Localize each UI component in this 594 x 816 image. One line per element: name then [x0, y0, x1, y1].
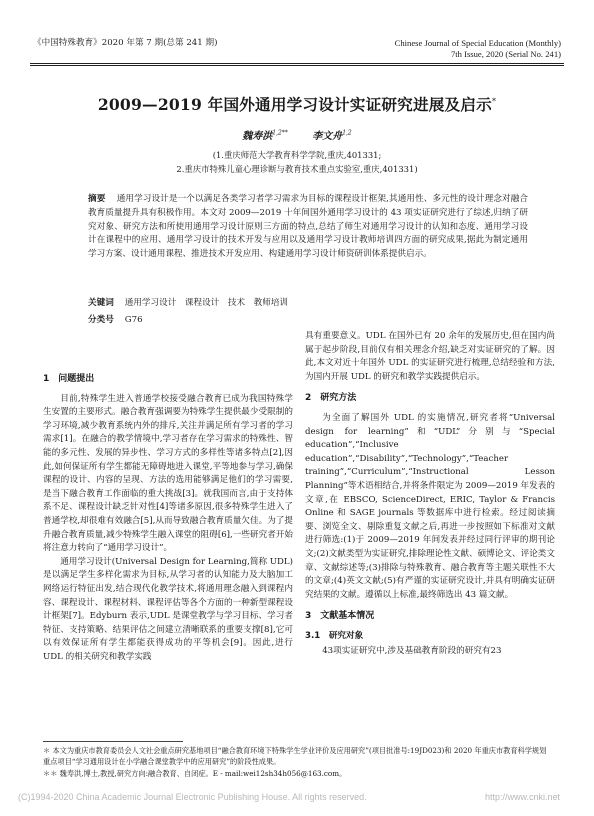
right-column [305, 330, 555, 659]
paragraph-intro-1: 目前,特殊学生进入普通学校接受融合教育已成为我国特殊学生安置的主要形式。融合教育强调要为特殊学生提供最少受限制的学习环境,减少教育系统内外的排斥,关注并满足所有学习者的学习需求[1]。在融合的教学情境中,学习者存在学习需求的特殊性、智能的多元性、发展的异步性、学习方式的多样性等诸多特点[2],因此,如何保证所有学生都能无障碍地进入课堂,平等地参与学习,确保课程的设计、内容的呈现、方法的选用能够满足他们的学习需要,是当下融合教育工作面临的重大挑战[3]。就我国而言,由于支持体系不足、课程设计缺乏针对性[4]等诸多原因,很多特殊学生进入了普通学校,却很难有效融合[5],从而导致融合教育质量欠佳。为了提升融合教育质量,减少特殊学生融入课堂的阻碍[6],一些研究者开始将注意力转向了“通用学习设计”。 [43, 393, 293, 554]
journal-header-left: 《中国特殊教育》2020 年第 7 期(总第 241 期) [33, 38, 218, 48]
affiliation-2: 2.重庆市特殊儿童心理诊断与教育技术重点实验室,重庆,401331) [176, 164, 418, 174]
footnote-author: ＊＊ 魏寿洪,博士,教授,研究方向:融合教育、自闭症。E - mail:wei12sh34h056@163.com。 [43, 769, 347, 778]
left-column [43, 371, 293, 664]
header-rule-bottom [30, 65, 564, 66]
keywords [88, 296, 288, 308]
cnki-link[interactable]: http://www.cnki.net [485, 792, 561, 802]
classification-text: G76 [124, 315, 143, 325]
section-2-heading: 2 研究方法 [305, 393, 357, 404]
author-1-sup: 1,2** [272, 129, 288, 137]
subsection-3-1-heading: 3.1 研究对象 [305, 630, 364, 641]
keywords-label: 关键词 [88, 298, 114, 308]
paragraph-intro-continued: 具有重要意义。UDL 在国外已有 20 余年的发展历史,但在国内尚属于起步阶段,目前仅有相关理念介绍,缺乏对实证研究的了解。因此,本文对近十年国外 UDL 的实证研究进行梳理,总结经验和方法,为国内开展 UDL 的研究和教学实践提供启示。 [305, 331, 555, 382]
classification-label: 分类号 [88, 315, 114, 325]
paragraph-intro-2: 通用学习设计(Universal Design for Learning,简称 UDL)是以满足学生多样化需求为目标,从学习者的认知能力及大脑加工网络运行特征出发,结合现代化教学技术,将通用理念融入到课程内容、课程设计、课程材料、课程评估等各个方面的一种新型课程设计框架[7]。Edyburn 表示,UDL 是课堂教学与学习目标、学习者特征、支持策略、结果评估之间建立清晰联系的重要支撑[8],它可以有效保证所有学生都能获得成功的平等机会[9]。因此,进行 UDL 的相关研究和教学实践 [43, 556, 293, 662]
journal-header-right [395, 38, 561, 60]
keywords-text: 通用学习设计 课程设计 技术 教师培训 [124, 298, 289, 308]
paper-title [30, 93, 564, 115]
author-2: 李文舟 [312, 131, 343, 142]
paper-title-text: 2009—2019 年国外通用学习设计实证研究进展及启示 [97, 95, 492, 114]
footnote-rule [43, 741, 183, 742]
affiliation-1: (1.重庆师范大学教育科学学院,重庆,401331; [212, 150, 382, 160]
author-2-sup: 1,2 [342, 129, 352, 137]
section-1-heading: 1 问题提出 [43, 374, 95, 384]
abstract-text: 通用学习设计是一个以满足各类学习者学习需求为目标的课程设计框架,其通用性、多元性的设计理念对融合教育质量提升具有积极作用。本文对 2009—2019 十年间国外通用学习设计的 43 项实证研究进行了综述,归纳了研究对象、研究方法和所使用通用学习设计原则三方面的特点,总结了师生对通用学习设计的认知和态度、通用学习设计在课程中的应用、通用学习设计的技术开发与应用以及通用学习设计教师培训四方面的研究成果,据此为制定通用学习方案、设计通用课程、推进技术开发应用、构建通用学习设计师资研训体系提供启示。 [88, 194, 528, 260]
copyright-watermark: (C)1994-2020 China Academic Journal Electronic Publishing House. All rights reserved. [18, 792, 367, 802]
section-3-heading: 3 文献基本情况 [305, 611, 375, 622]
author-line [0, 127, 594, 142]
abstract-label: 摘要 [88, 194, 106, 204]
abstract [88, 193, 528, 262]
paragraph-method: 为全面了解国外 UDL 的实施情况,研究者将“Universal design for learning”和“UDL”分别与“Special education”,“Inclusive education”,“Disability”,“Technology”,“Teacher training”,“Curriculum”,“Instructional Lesson Planning”等术语相结合,并将条件限定为 2009—2019 年发表的文章,在 EBSCO, ScienceDirect, ERIC, Taylor & Francis Online 和 SAGE journals 等数据库中进行检索。经过阅读摘要、浏览全文、剔除重复文献之后,再进一步按照如下标准对文献进行筛选:(1)于 2009—2019 年间发表并经过同行评审的期刊论文;(2)文献类型为实证研究,排除理论性文献、硕博论文、评论类文章、文献综述等;(3)排除与特殊教育、融合教育等主题关联性不大的文章;(4)英文文献;(5)有严谨的实证研究设计,并具有明确实证研究结果的文献。遵循以上标准,最终筛选出 43 篇文献。 [305, 412, 555, 600]
header-rule-top [30, 63, 564, 64]
journal-header-right-line2: 7th Issue, 2020 (Serial No. 241) [450, 49, 561, 59]
classification [88, 313, 143, 325]
paragraph-3-1: 43项实证研究中,涉及基础教育阶段的研究有23 [322, 646, 502, 657]
footnote-funding: ＊ 本文为重庆市教育委员会人文社会重点研究基地项目“融合教育环境下特殊学生学业评价及应用研究”(项目批准号:19JD023)和 2020 年重庆市教育科学规划重点项目“学习通用设计在小学融合课堂教学中的应用研究”的阶段性成果。 [43, 746, 547, 766]
journal-header-right-line1: Chinese Journal of Special Education (Monthly) [394, 38, 561, 48]
title-footnote-mark: * [491, 96, 497, 106]
author-1: 魏寿洪 [242, 131, 273, 142]
